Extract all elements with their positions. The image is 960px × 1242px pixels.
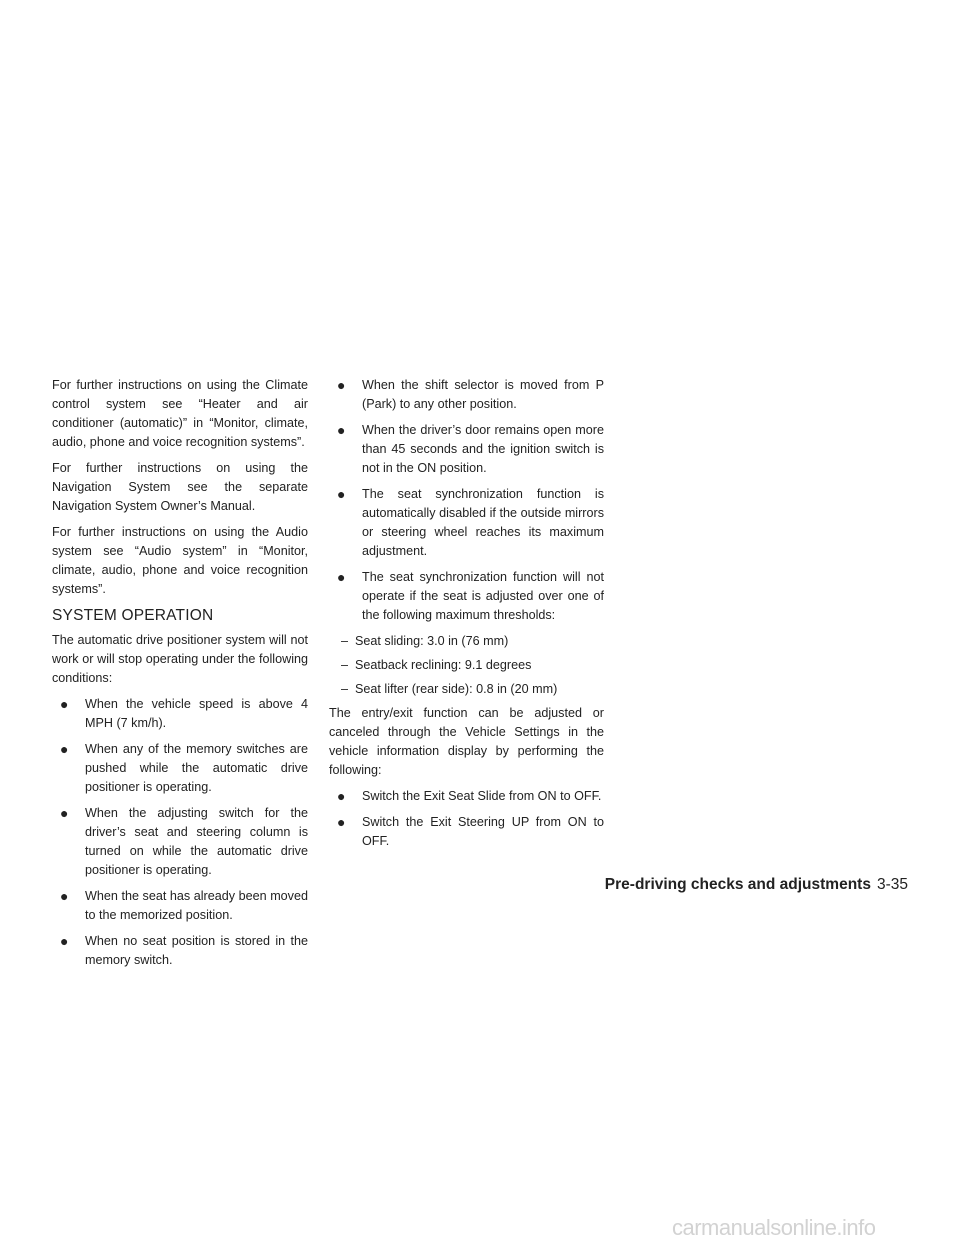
list-item bbox=[52, 695, 308, 733]
list-item-text: When the shift selector is moved from P (Park) to any other position. bbox=[362, 378, 604, 411]
page-footer bbox=[605, 876, 908, 894]
bullet-icon: ● bbox=[337, 814, 346, 830]
threshold-item bbox=[329, 656, 604, 675]
list-item bbox=[52, 804, 308, 880]
list-item bbox=[329, 421, 604, 478]
threshold-text: Seat lifter (rear side): 0.8 in (20 mm) bbox=[355, 682, 558, 696]
threshold-list bbox=[329, 632, 604, 699]
list-item bbox=[329, 376, 604, 414]
list-item bbox=[329, 568, 604, 625]
condition-list-continued bbox=[329, 376, 604, 625]
threshold-text: Seatback reclining: 9.1 degrees bbox=[355, 658, 532, 672]
list-item-text: The seat synchronization function will not operate if the seat is adjusted over one of the following maximum thresholds: bbox=[362, 570, 604, 622]
bullet-icon: ● bbox=[60, 888, 69, 904]
threshold-item bbox=[329, 680, 604, 699]
list-item bbox=[52, 740, 308, 797]
paragraph-climate: For further instructions on using the Climate control system see “Heater and air conditioner (automatic)” in “Monitor, climate, audio, phone and voice recognition systems”. bbox=[52, 378, 308, 449]
page-number: 3-35 bbox=[876, 876, 908, 893]
bullet-icon: ● bbox=[60, 741, 69, 757]
left-column bbox=[52, 376, 308, 977]
bullet-icon: ● bbox=[337, 486, 346, 502]
bullet-icon: ● bbox=[60, 805, 69, 821]
list-item-text: When the vehicle speed is above 4 MPH (7 km/h). bbox=[85, 697, 308, 730]
threshold-item bbox=[329, 632, 604, 651]
bullet-icon: ● bbox=[60, 933, 69, 949]
bullet-icon: ● bbox=[60, 696, 69, 712]
list-item bbox=[52, 932, 308, 970]
dash-icon: – bbox=[341, 682, 349, 696]
threshold-text: Seat sliding: 3.0 in (76 mm) bbox=[355, 634, 509, 648]
right-column bbox=[329, 376, 604, 858]
list-item-text: When the driver’s door remains open more than 45 seconds and the ignition switch is not in the ON position. bbox=[362, 423, 604, 475]
paragraph-entry-exit: The entry/exit function can be adjusted or canceled through the Vehicle Settings in the vehicle information display by performing the following: bbox=[329, 706, 604, 777]
list-item-text: When any of the memory switches are pushed while the automatic drive positioner is operating. bbox=[85, 742, 308, 794]
bullet-icon: ● bbox=[337, 788, 346, 804]
list-item-text: Switch the Exit Seat Slide from ON to OFF. bbox=[362, 789, 602, 803]
dash-icon: – bbox=[341, 634, 349, 648]
list-item-text: When the seat has already been moved to the memorized position. bbox=[85, 889, 308, 922]
list-item bbox=[52, 887, 308, 925]
footer-section-title: Pre-driving checks and adjustments bbox=[604, 876, 871, 893]
list-item-text: The seat synchronization function is automatically disabled if the outside mirrors or steering wheel reaches its maximum adjustment. bbox=[362, 487, 604, 558]
list-item-text: Switch the Exit Steering UP from ON to OFF. bbox=[362, 815, 604, 848]
section-heading: SYSTEM OPERATION bbox=[52, 607, 214, 624]
condition-list bbox=[52, 695, 308, 970]
bullet-icon: ● bbox=[337, 569, 346, 585]
list-item bbox=[329, 787, 604, 806]
paragraph-audio: For further instructions on using the Audio system see “Audio system” in “Monitor, climate, audio, phone and voice recognition systems”. bbox=[52, 525, 308, 596]
list-item bbox=[329, 813, 604, 851]
dash-icon: – bbox=[341, 658, 349, 672]
paragraph-intro: The automatic drive positioner system will not work or will stop operating under the following conditions: bbox=[52, 633, 308, 685]
list-item bbox=[329, 485, 604, 561]
watermark-logo: carmanualsonline.info bbox=[672, 1217, 876, 1239]
bullet-icon: ● bbox=[337, 422, 346, 438]
entry-exit-list bbox=[329, 787, 604, 851]
paragraph-navigation: For further instructions on using the Navigation System see the separate Navigation System Owner’s Manual. bbox=[52, 461, 308, 513]
bullet-icon: ● bbox=[337, 377, 346, 393]
list-item-text: When the adjusting switch for the driver’s seat and steering column is turned on while the automatic drive positioner is operating. bbox=[85, 806, 308, 877]
list-item-text: When no seat position is stored in the memory switch. bbox=[85, 934, 308, 967]
